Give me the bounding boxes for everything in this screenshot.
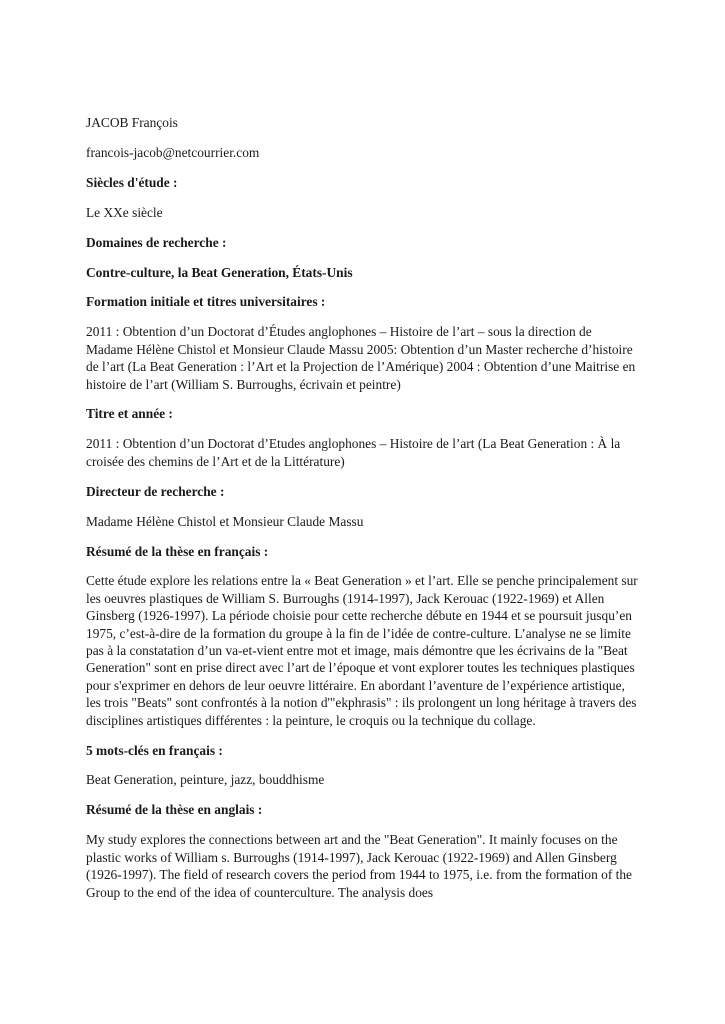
abstract-fr-heading: Résumé de la thèse en français : bbox=[86, 543, 269, 559]
title-year-text: 2011 : Obtention d’un Doctorat d’Etudes anglophones – Histoire de l’art (La Beat Generation : À la croisée des chemins de l’Art et de la Littérature) bbox=[86, 436, 621, 469]
author-email: francois-jacob@netcourrier.com bbox=[86, 144, 260, 160]
title-year-heading: Titre et année : bbox=[86, 406, 173, 422]
author-name: JACOB François bbox=[86, 115, 178, 130]
abstract-en-text: My study explores the connections between art and the "Beat Generation". It mainly focuses on the plastic works of William s. Burroughs (1914-1997), Jack Kerouac (1922-1969) and Allen Ginsberg (1926-1997). The field of research covers the period from 1944 to 1975, i.e. from the formation of the Group to the end of the idea of counterculture. The analysis does bbox=[86, 832, 633, 900]
keywords-fr-heading: 5 mots-clés en français : bbox=[86, 742, 223, 758]
education-heading: Formation initiale et titres universitaires : bbox=[86, 294, 326, 310]
centuries-value: Le XXe siècle bbox=[86, 204, 163, 220]
research-areas-heading: Domaines de recherche : bbox=[86, 234, 227, 250]
abstract-fr-text: Cette étude explore les relations entre la « Beat Generation » et l’art. Elle se penche principalement sur les oeuvres plastiques de William S. Burroughs (1914-1997), Jack Kerouac (1922-1969) et Allen Ginsberg (1926-1997). La période choisie pour cette recherche débute en 1944 et se poursuit jusqu’en 1975, c’est-à-dire de la formation du groupe à la fin de l’idée de contre-culture. L’analyse ne se limite pas à la constatation d’un va-et-vient entre mot et image, mais démontre que les écrivains de la "Beat Generation" sont en prise direct avec l’art de l’époque et vont explorer toutes les techniques plastiques pour s'exprimer en dehors de leur oeuvre littéraire. En abordant l’aventure de l’expérience artistique, les trois "Beats" sont confrontés à la notion d'"ekphrasis" : ils prolongent un long héritage à travers des disciplines artistiques différentes : la peinture, le croquis ou la technique du collage. bbox=[86, 573, 638, 728]
centuries-heading: Siècles d'étude : bbox=[86, 174, 178, 190]
keywords-fr-text: Beat Generation, peinture, jazz, bouddhisme bbox=[86, 772, 325, 788]
director-text: Madame Hélène Chistol et Monsieur Claude Massu bbox=[86, 513, 364, 529]
education-text: 2011 : Obtention d’un Doctorat d’Études anglophones – Histoire de l’art – sous la direction de Madame Hélène Chistol et Monsieur Claude Massu 2005: Obtention d’un Master recherche d’histoire de l’art (La Beat Generation : l’Art et la Projection de l’Amérique) 2004 : Obtention d’une Maitrise en histoire de l’art (William S. Burroughs, écrivain et peintre) bbox=[86, 324, 636, 392]
abstract-en-heading: Résumé de la thèse en anglais : bbox=[86, 802, 263, 818]
document-page bbox=[86, 114, 641, 913]
director-heading: Directeur de recherche : bbox=[86, 483, 225, 499]
research-areas-value: Contre-culture, la Beat Generation, États-Unis bbox=[86, 264, 353, 280]
